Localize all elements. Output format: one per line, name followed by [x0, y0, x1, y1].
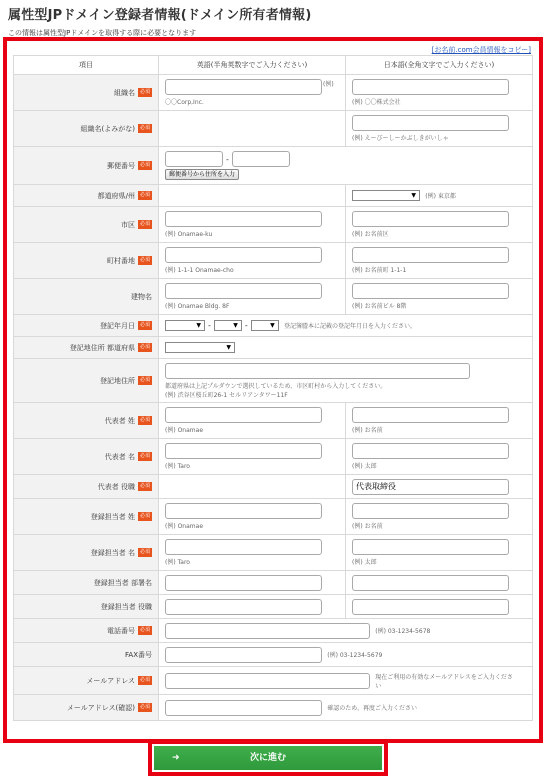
copy-member-info-link[interactable]: [お名前.com会員情報をコピー] [431, 46, 531, 54]
required-badge: 必須 [139, 453, 150, 459]
fax-input[interactable] [165, 647, 322, 663]
reg-year-select[interactable] [165, 320, 205, 331]
dropdown-arrow-icon: ▼ [196, 322, 201, 329]
postal-code-second-input[interactable] [232, 151, 290, 167]
next-button-frame [148, 740, 388, 776]
building-en-input[interactable] [165, 283, 322, 299]
row-phone: 電話番号 必須 (例) 03-1234-5678 [14, 619, 533, 643]
row-prefecture: 都道府県/州 必須 ▼ (例) 東京都 [14, 185, 533, 207]
reg-addr-input[interactable] [165, 363, 470, 379]
street-ja-input[interactable] [352, 247, 509, 263]
reg-dept-ja-input[interactable] [352, 575, 509, 591]
required-badge: 必須 [139, 257, 150, 263]
row-postal: 郵便番号 必須 - 郵便番号から住所を入力 [14, 147, 533, 185]
reg-title-en-input[interactable] [165, 599, 322, 615]
phone-input[interactable] [165, 623, 370, 639]
email-input[interactable] [165, 673, 370, 689]
city-en-input[interactable] [165, 211, 322, 227]
header-row [14, 56, 533, 75]
org-name-en-input[interactable] [165, 79, 322, 95]
row-email-confirm: メールアドレス(確認) 必須 確認のため、再度ご入力ください [14, 695, 533, 721]
rep-last-ja-input[interactable] [352, 407, 509, 423]
registrant-form [3, 37, 543, 743]
row-fax: FAX番号 (例) 03-1234-5679 [14, 643, 533, 667]
required-badge: 必須 [139, 704, 150, 710]
required-badge: 必須 [139, 677, 150, 683]
required-badge: 必須 [139, 483, 150, 489]
row-street: 町村番地 必須 (例) 1-1-1 Onamae-cho (例) お名前町 1-1-1 [14, 243, 533, 279]
postal-lookup-button[interactable]: 郵便番号から住所を入力 [165, 169, 239, 180]
required-badge: 必須 [139, 627, 150, 633]
page-note: この情報は属性型JPドメインを取得する際に必要となります [8, 29, 197, 37]
required-badge: 必須 [139, 513, 150, 519]
row-rep-last: 代表者 姓 必須 (例) Onamae (例) お名前 [14, 403, 533, 439]
rep-first-ja-input[interactable] [352, 443, 509, 459]
reg-first-en-input[interactable] [165, 539, 322, 555]
row-reg-last: 登録担当者 姓 必須 (例) Onamae (例) お名前 [14, 499, 533, 535]
row-org-name: 組織名 必須 (例) 〇〇Corp,Inc. (例) 〇〇株式会社 [14, 75, 533, 111]
required-badge: 必須 [139, 377, 150, 383]
arrow-right-icon: ➜ [172, 753, 180, 763]
header-english: 英語(半角英数字でご入力ください) [159, 56, 346, 75]
label-org-name: 組織名 必須 [14, 75, 159, 111]
dropdown-arrow-icon: ▼ [411, 192, 416, 199]
required-badge: 必須 [139, 125, 150, 131]
reg-title-ja-input[interactable] [352, 599, 509, 615]
row-reg-addr: 登記地住所 必須 都道府県は上記プルダウンで選択しているため、市区町村から入力してください。 (例) 渋谷区桜丘町26-1 セルリアンタワー11F [14, 359, 533, 403]
row-building: 建物名 (例) Onamae Bldg. 8F (例) お名前ビル 8階 [14, 279, 533, 315]
row-city: 市区 必須 (例) Onamae-ku (例) お名前区 [14, 207, 533, 243]
reg-month-select[interactable] [214, 320, 242, 331]
header-item: 項目 [14, 56, 159, 75]
prefecture-select[interactable] [352, 190, 420, 201]
reg-pref-select[interactable] [165, 342, 235, 353]
row-reg-pref: 登記地住所 都道府県 必須 ▼ [14, 337, 533, 359]
city-ja-input[interactable] [352, 211, 509, 227]
row-rep-first: 代表者 名 必須 (例) Taro (例) 太郎 [14, 439, 533, 475]
required-badge: 必須 [139, 221, 150, 227]
required-badge: 必須 [139, 344, 150, 350]
rep-last-en-input[interactable] [165, 407, 322, 423]
next-button-label: 次に進む [249, 753, 286, 763]
required-badge: 必須 [139, 162, 150, 168]
required-badge: 必須 [139, 322, 150, 328]
building-ja-input[interactable] [352, 283, 509, 299]
reg-day-select[interactable] [251, 320, 279, 331]
header-japanese: 日本語(全角文字でご入力ください) [346, 56, 533, 75]
row-reg-date: 登記年月日 必須 ▼ - ▼ - ▼ 登記簿謄本に記載の登記年月日を入力ください。 [14, 315, 533, 337]
postal-code-first-input[interactable] [165, 151, 223, 167]
dropdown-arrow-icon: ▼ [233, 322, 238, 329]
street-en-input[interactable] [165, 247, 322, 263]
dropdown-arrow-icon: ▼ [226, 344, 231, 351]
rep-title-ja-input[interactable]: 代表取締役 [352, 479, 509, 495]
row-reg-title: 登録担当者 役職 [14, 595, 533, 619]
next-button[interactable] [154, 746, 382, 770]
required-badge: 必須 [139, 192, 150, 198]
reg-dept-en-input[interactable] [165, 575, 322, 591]
page-title: 属性型JPドメイン登録者情報(ドメイン所有者情報) [8, 8, 312, 23]
rep-first-en-input[interactable] [165, 443, 322, 459]
registrant-table [13, 55, 533, 721]
required-badge: 必須 [139, 549, 150, 555]
required-badge: 必須 [139, 417, 150, 423]
row-reg-first: 登録担当者 名 必須 (例) Taro (例) 太郎 [14, 535, 533, 571]
row-org-kana: 組織名(よみがな) 必須 (例) えーびーしーかぶしきがいしゃ [14, 111, 533, 147]
row-email: メールアドレス 必須 現在ご利用の有効なメールアドレスをご入力ください [14, 667, 533, 695]
dropdown-arrow-icon: ▼ [270, 322, 275, 329]
row-reg-dept: 登録担当者 部署名 [14, 571, 533, 595]
required-badge: 必須 [139, 89, 150, 95]
reg-last-ja-input[interactable] [352, 503, 509, 519]
row-rep-title: 代表者 役職 必須 代表取締役 [14, 475, 533, 499]
email-confirm-input[interactable] [165, 700, 322, 716]
org-kana-ja-input[interactable] [352, 115, 509, 131]
reg-first-ja-input[interactable] [352, 539, 509, 555]
org-name-ja-input[interactable] [352, 79, 509, 95]
reg-last-en-input[interactable] [165, 503, 322, 519]
